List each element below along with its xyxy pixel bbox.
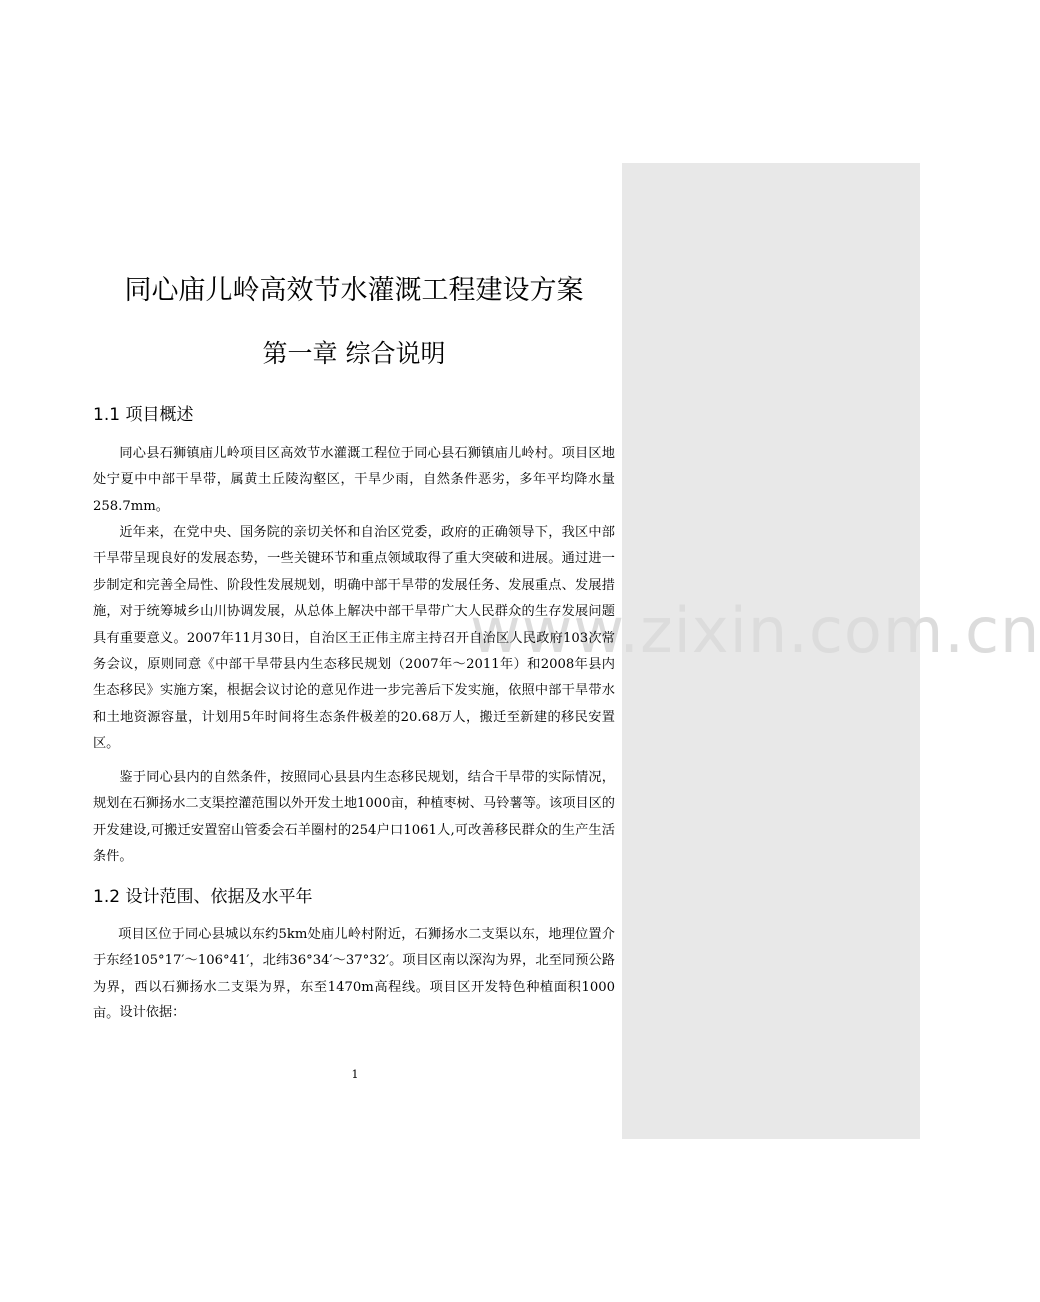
paragraph: 鉴于同心县内的自然条件，按照同心县县内生态移民规划，结合干旱带的实际情况，规划在石狮扬水二支渠控灌范围以外开发土地1000亩，种植枣树、马铃薯等。该项目区的开发建设,可搬迁安置窑山管委会石羊圈村的254户口1061人,可改善移民群众的生产生活条件。 <box>93 770 615 865</box>
document-title: 同心庙儿岭高效节水灌溉工程建设方案 <box>124 275 584 306</box>
paragraph: 近年来，在党中央、国务院的亲切关怀和自治区党委，政府的正确领导下，我区中部干旱带呈现良好的发展态势，一些关键环节和重点领域取得了重大突破和进展。通过进一步制定和完善全局性、阶段性发展规划，明确中部干旱带的发展任务、发展重点、发展措施，对于统筹城乡山川协调发展，从总体上解决中部干旱带广大人民群众的生存发展问题具有重要意义。2007年11月30日，自治区王正伟主席主持召开自治区人民政府103次常务会议，原则同意《中部干旱带县内生态移民规划（2007年～2011年）和2008年县内生态移民》实施方案，根据会议讨论的意见作进一步完善后下发实施，依照中部干旱带水和土地资源容量，计划用5年时间将生态条件极差的20.68万人，搬迁至新建的移民安置区。 <box>93 525 615 752</box>
section-heading-1-1: 1.1 项目概述 <box>93 405 194 425</box>
page-number: 1 <box>351 1068 359 1081</box>
section-heading-1-2: 1.2 设计范围、依据及水平年 <box>93 887 313 907</box>
watermark: www.zixin.com.cn <box>470 594 1040 667</box>
chapter-heading: 第一章 综合说明 <box>262 339 446 368</box>
paragraph: 同心县石狮镇庙儿岭项目区高效节水灌溉工程位于同心县石狮镇庙儿岭村。项目区地处宁夏中中部干旱带，属黄土丘陵沟壑区，干旱少雨，自然条件恶劣，多年平均降水量258.7mm。 <box>93 446 615 514</box>
paragraph: 项目区位于同心县城以东约5km处庙儿岭村附近，石狮扬水二支渠以东，地理位置介于东经105°17′～106°41′，北纬36°34′～37°32′。项目区南以深沟为界，北至同预公路为界，西以石狮扬水二支渠为界，东至1470m高程线。项目区开发特色种植面积1000亩。 <box>93 927 615 1022</box>
paragraph: 设计依据： <box>119 1005 186 1020</box>
